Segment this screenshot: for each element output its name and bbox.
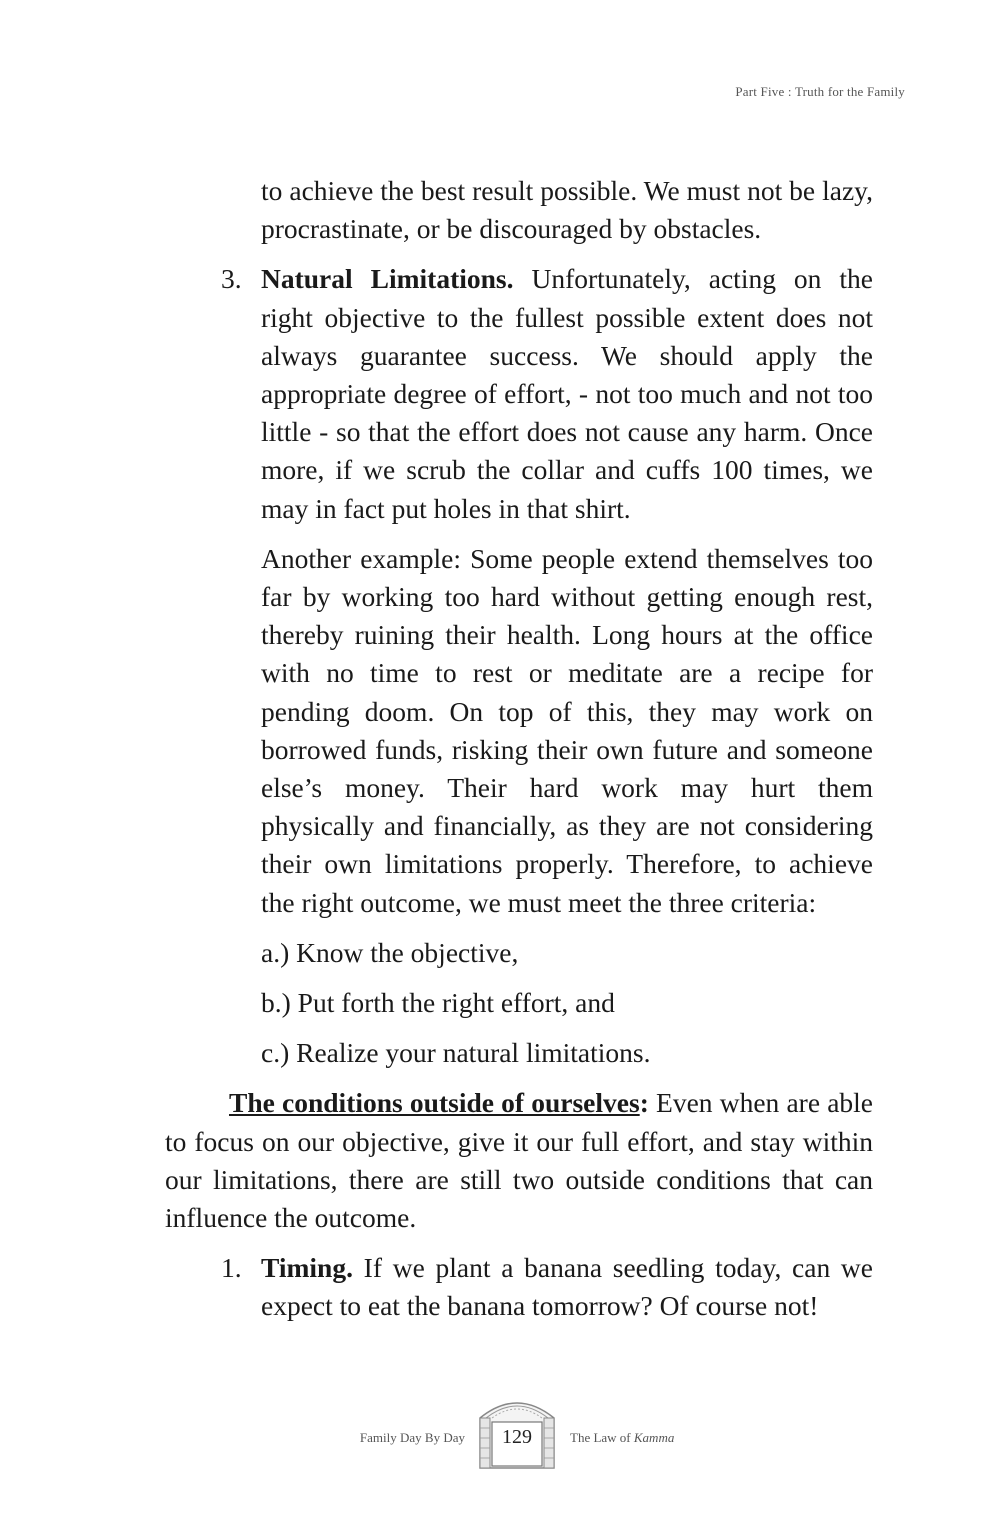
list-item-title: Natural Limitations. <box>261 263 514 295</box>
page-number: 129 <box>502 1426 532 1448</box>
list-item-natural-limitations <box>221 260 873 527</box>
list-item-timing <box>221 1249 873 1325</box>
criteria-item-a: a.) Know the objective, <box>261 936 519 968</box>
list-item-text: If we plant a banana seedling today, can we expect to eat the banana tomorrow? Of course not! <box>261 1252 873 1322</box>
page-body <box>165 172 873 1326</box>
footer-section-prefix: The Law of <box>570 1430 634 1445</box>
footer-book-title: Family Day By Day <box>359 1430 465 1445</box>
conditions-text: Even when are able to focus on our objective, give it our full effort, and stay within our limitations, there are still two outside conditions that can influence the outcome. <box>165 1087 873 1234</box>
example-paragraph: Another example: Some people extend themselves too far by working too hard without getting enough rest, thereby ruining their health. Long hours at the office with no time to rest or meditate are a recipe for pending doom. On top of this, they may work on borrowed funds, risking their own future and someone else’s money. Their hard work may hurt them physically and financially, as they are not considering their own limitations properly. Therefore, to achieve the right outcome, we must meet the three criteria: <box>261 542 873 918</box>
list-item-text: Unfortunately, acting on the right objective to the fullest possible extent does not always guarantee success. We should apply the appropriate degree of effort, - not too much and not too little - so that the effort does not cause any harm. Once more, if we scrub the collar and cuffs 100 times, we may in fact put holes in that shirt. <box>261 263 873 524</box>
list-item-number: 1. <box>221 1252 242 1284</box>
page-footer <box>0 1388 1000 1478</box>
criteria-item-b: b.) Put forth the right effort, and <box>261 987 615 1019</box>
conditions-paragraph <box>165 1084 873 1237</box>
list-item-title: Timing. <box>261 1252 353 1284</box>
footer-section-italic: Kamma <box>633 1430 675 1445</box>
footer-section-title <box>570 1430 674 1446</box>
criteria-item-c: c.) Realize your natural limitations. <box>261 1037 651 1069</box>
continuation-paragraph: to achieve the best result possible. We must not be lazy, procrastinate, or be discouraged by obstacles. <box>261 175 873 245</box>
running-header: Part Five : Truth for the Family <box>735 84 905 99</box>
list-item-number: 3. <box>221 263 242 295</box>
conditions-heading: The conditions outside of ourselves <box>229 1087 640 1119</box>
conditions-colon: : <box>639 1087 649 1119</box>
